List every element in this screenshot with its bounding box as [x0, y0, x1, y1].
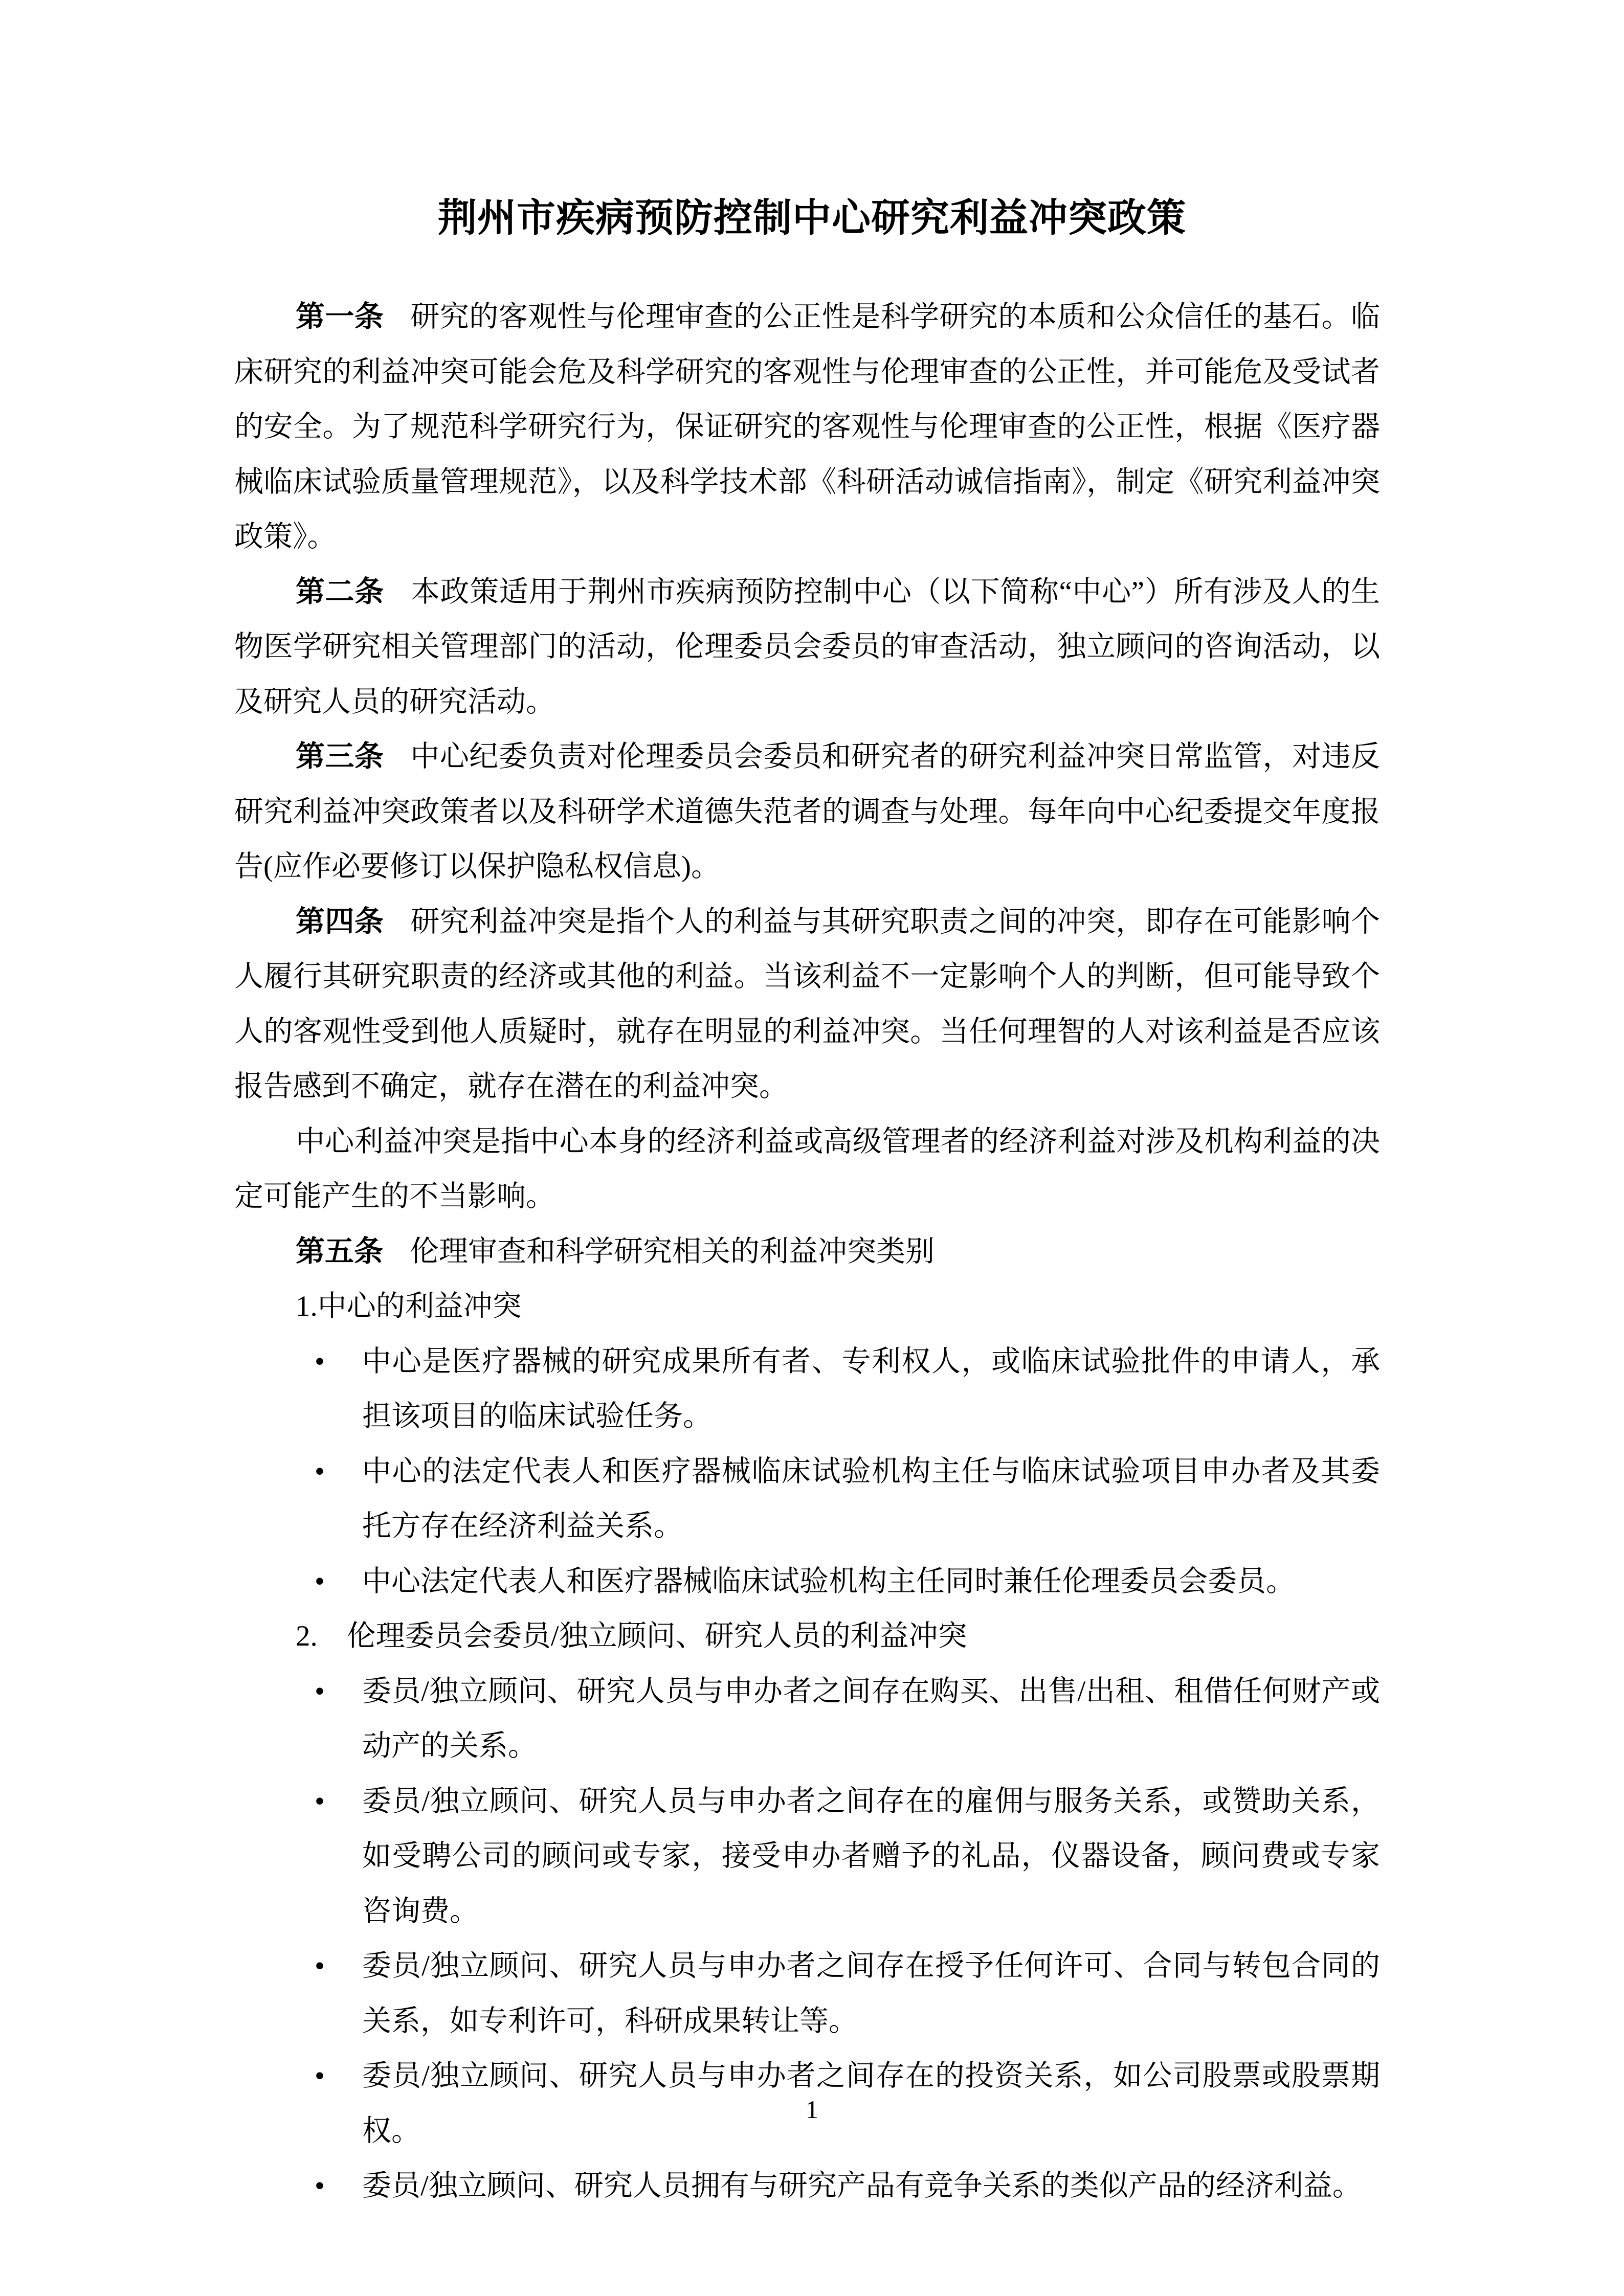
article-label: 第四条: [296, 905, 384, 938]
list-item: [234, 1334, 1380, 1444]
bullet-icon: •: [315, 1455, 325, 1488]
bullet-text: 委员/独立顾问、研究人员与申办者之间存在授予任何许可、合同与转包合同的关系，如专利许可，科研成果转让等。: [362, 1950, 1380, 2037]
list-item: [234, 1444, 1380, 1554]
article-text: 研究的客观性与伦理审查的公正性是科学研究的本质和公众信任的基石。临床研究的利益冲突可能会危及科学研究的客观性与伦理审查的公正性，并可能危及受试者的安全。为了规范科学研究行为，保证研究的客观性与伦理审查的公正性，根据《医疗器械临床试验质量管理规范》，以及科学技术部《科研活动诚信指南》，制定《研究利益冲突政策》。: [234, 301, 1381, 553]
bullet-text: 委员/独立顾问、研究人员拥有与研究产品有竞争关系的类似产品的经济利益。: [362, 2170, 1362, 2202]
article-paragraph-1: [234, 289, 1380, 565]
bullet-text: 中心法定代表人和医疗器械临床试验机构主任同时兼任伦理委员会委员。: [362, 1565, 1295, 1597]
document-title: 荆州市疾病预防控制中心研究利益冲突政策: [438, 196, 1186, 240]
article-paragraph-3: [234, 729, 1380, 894]
article-text: 研究利益冲突是指个人的利益与其研究职责之间的冲突，即存在可能影响个人履行其研究职责的经济或其他的利益。当该利益不一定影响个人的判断，但可能导致个人的客观性受到他人质疑时，就存在明显的利益冲突。当任何理智的人对该利益是否应该报告感到不确定，就存在潜在的利益冲突。: [234, 905, 1381, 1102]
bullet-icon: •: [315, 1785, 325, 1817]
bullet-text: 委员/独立顾问、研究人员与申办者之间存在的投资关系，如公司股票或股票期权。: [362, 2060, 1380, 2147]
bullet-icon: •: [315, 1565, 325, 1597]
bullet-icon: •: [315, 2170, 325, 2202]
article-text: 中心利益冲突是指中心本身的经济利益或高级管理者的经济利益对涉及机构利益的决定可能产生的不当影响。: [234, 1125, 1380, 1212]
bullet-icon: •: [315, 1950, 325, 1982]
article-paragraph-4: [234, 894, 1380, 1114]
list-item: [234, 1774, 1380, 1939]
bullet-icon: •: [315, 2060, 325, 2092]
article-label: 第二条: [296, 575, 384, 608]
article-text: 本政策适用于荆州市疾病预防控制中心（以下简称“中心”）所有涉及人的生物医学研究相关管理部门的活动，伦理委员会委员的审查活动，独立顾问的咨询活动，以及研究人员的研究活动。: [234, 575, 1380, 718]
bullet-text: 中心的法定代表人和医疗器械临床试验机构主任与临床试验项目申办者及其委托方存在经济利益关系。: [362, 1455, 1380, 1542]
list-item: [234, 2158, 1380, 2214]
article-paragraph-6: [234, 1224, 1380, 1279]
bullet-text: 委员/独立顾问、研究人员与申办者之间存在购买、出售/出租、租借任何财产或动产的关系。: [362, 1675, 1380, 1762]
article-text: 中心纪委负责对伦理委员会委员和研究者的研究利益冲突日常监管，对违反研究利益冲突政策者以及科研学术道德失范者的调查与处理。每年向中心纪委提交年度报告(应作必要修订以保护隐私权信息)。: [234, 740, 1381, 883]
list-item: [234, 1554, 1380, 1609]
document-body: [234, 289, 1380, 2214]
article-label: 第一条: [296, 301, 384, 333]
bullet-text: 委员/独立顾问、研究人员与申办者之间存在的雇佣与服务关系，或赞助关系，如受聘公司的顾问或专家，接受申办者赠予的礼品，仪器设备，顾问费或专家咨询费。: [362, 1785, 1380, 1927]
bullet-icon: •: [315, 1675, 325, 1707]
article-label: 第三条: [296, 740, 384, 773]
article-text: 伦理审查和科学研究相关的利益冲突类别: [410, 1235, 935, 1268]
article-paragraph-5: [234, 1114, 1380, 1224]
page-number: 1: [806, 2095, 818, 2124]
list-item: [234, 1664, 1380, 1774]
section-heading-2: 2. 伦理委员会委员/独立顾问、研究人员的利益冲突: [296, 1620, 967, 1652]
article-paragraph-2: [234, 565, 1380, 730]
section-heading-1: 1.中心的利益冲突: [296, 1290, 522, 1322]
bullet-text: 中心是医疗器械的研究成果所有者、专利权人，或临床试验批件的申请人，承担该项目的临床试验任务。: [362, 1345, 1380, 1432]
list-item: [234, 1939, 1380, 2049]
bullet-icon: •: [315, 1345, 325, 1378]
article-label: 第五条: [296, 1235, 383, 1268]
